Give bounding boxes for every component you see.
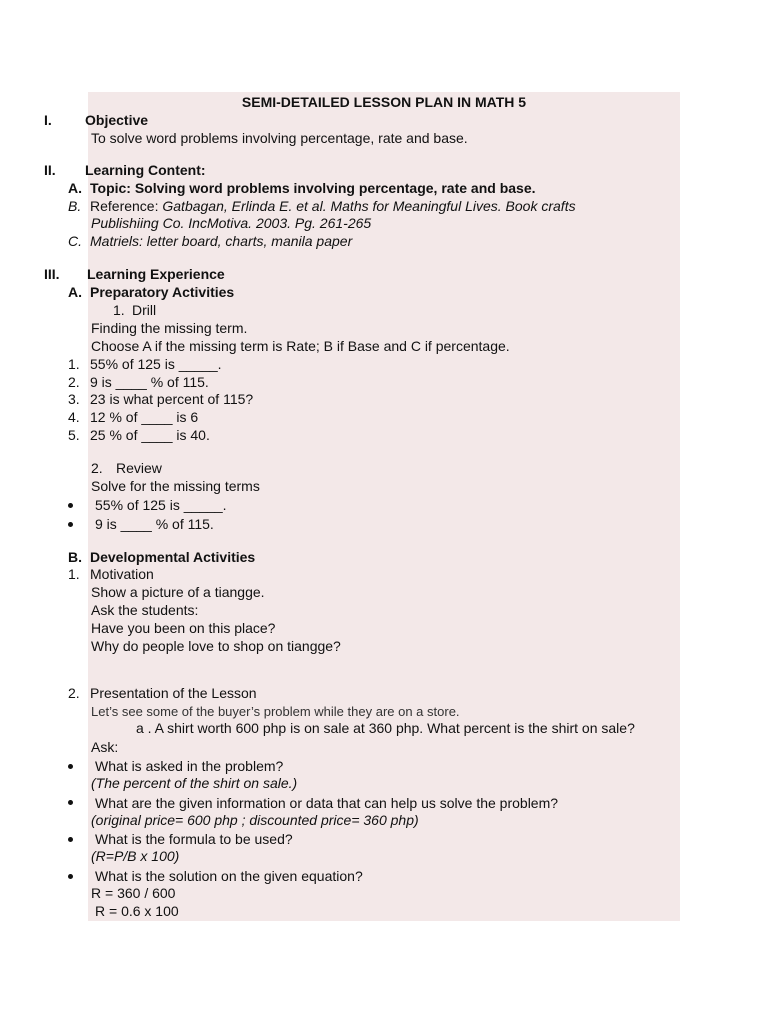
bullet-icon [68,800,73,805]
drill-item: 23 is what percent of 115? [90,391,254,407]
content-materials: Matriels: letter board, charts, manila paper [90,233,353,249]
question-2: What are the given information or data that can help us solve the problem? [95,795,559,811]
reference-text-1: Gatbagan, Erlinda E. et al. Maths for Meaningful Lives. Book crafts [162,198,576,214]
drill-item-number: 4. [68,409,80,425]
content-c-label: C. [68,233,82,249]
review-number: 2. [91,460,103,476]
ask-label: Ask: [91,739,119,755]
content-a-label: A. [68,180,82,196]
drill-line-1: Finding the missing term. [91,320,248,336]
reference-text-2: Publishiing Co. IncMotiva. 2003. Pg. 261-265 [91,215,372,231]
motivation-heading: Motivation [90,566,154,582]
page-title: SEMI-DETAILED LESSON PLAN IN MATH 5 [241,94,527,110]
drill-item: 25 % of ____ is 40. [90,427,210,443]
prep-a-label: A. [68,284,82,300]
content-b-label: B. [68,198,82,214]
review-line-1: Solve for the missing terms [91,478,260,494]
drill-number: 1. [113,302,125,318]
solution-line-1: R = 360 / 600 [91,885,176,901]
objective-text: To solve word problems involving percentage, rate and base. [91,130,468,146]
section-2-number: II. [44,162,56,178]
presentation-intro: Let’s see some of the buyer’s problem while they are on a store. [91,704,460,719]
review-item: 55% of 125 is _____. [95,497,227,513]
section-3-number: III. [44,266,60,282]
motivation-line: Ask the students: [91,602,199,618]
question-1: What is asked in the problem? [95,758,284,774]
bullet-icon [68,764,73,769]
drill-item: 12 % of ____ is 6 [90,409,199,425]
section-3-heading: Learning Experience [87,266,225,282]
section-1-number: I. [44,112,52,128]
drill-item-number: 3. [68,391,80,407]
drill-item-number: 5. [68,427,80,443]
dev-b-label: B. [68,549,82,565]
bullet-icon [68,522,73,527]
motivation-number: 1. [68,566,80,582]
bullet-icon [68,503,73,508]
drill-item: 55% of 125 is _____. [90,356,222,372]
drill-heading: Drill [132,302,157,318]
answer-2: (original price= 600 php ; discounted price= 360 php) [91,812,419,828]
section-2-heading: Learning Content: [85,162,206,178]
answer-1: (The percent of the shirt on sale.) [91,775,298,791]
drill-item-number: 2. [68,374,80,390]
drill-item-number: 1. [68,356,80,372]
review-item: 9 is ____ % of 115. [95,516,214,532]
reference-prefix: Reference: [90,198,163,214]
bullet-icon [68,837,73,842]
content-topic: Topic: Solving word problems involving percentage, rate and base. [90,180,536,196]
bullet-icon [68,874,73,879]
prep-heading: Preparatory Activities [90,284,235,300]
motivation-line: Have you been on this place? [91,620,276,636]
presentation-number: 2. [68,685,80,701]
presentation-problem: a . A shirt worth 600 php is on sale at 360 php. What percent is the shirt on sale? [136,720,635,736]
solution-line-2: R = 0.6 x 100 [95,903,179,919]
presentation-heading: Presentation of the Lesson [90,685,257,701]
section-1-heading: Objective [85,112,149,128]
question-4: What is the solution on the given equation? [95,868,363,884]
review-heading: Review [116,460,162,476]
drill-line-2: Choose A if the missing term is Rate; B if Base and C if percentage. [91,338,510,354]
question-3: What is the formula to be used? [95,831,293,847]
drill-item: 9 is ____ % of 115. [90,374,209,390]
answer-3: (R=P/B x 100) [91,848,180,864]
dev-heading: Developmental Activities [90,549,256,565]
motivation-line: Show a picture of a tiangge. [91,584,265,600]
content-reference [90,198,576,215]
motivation-line: Why do people love to shop on tiangge? [91,638,341,654]
